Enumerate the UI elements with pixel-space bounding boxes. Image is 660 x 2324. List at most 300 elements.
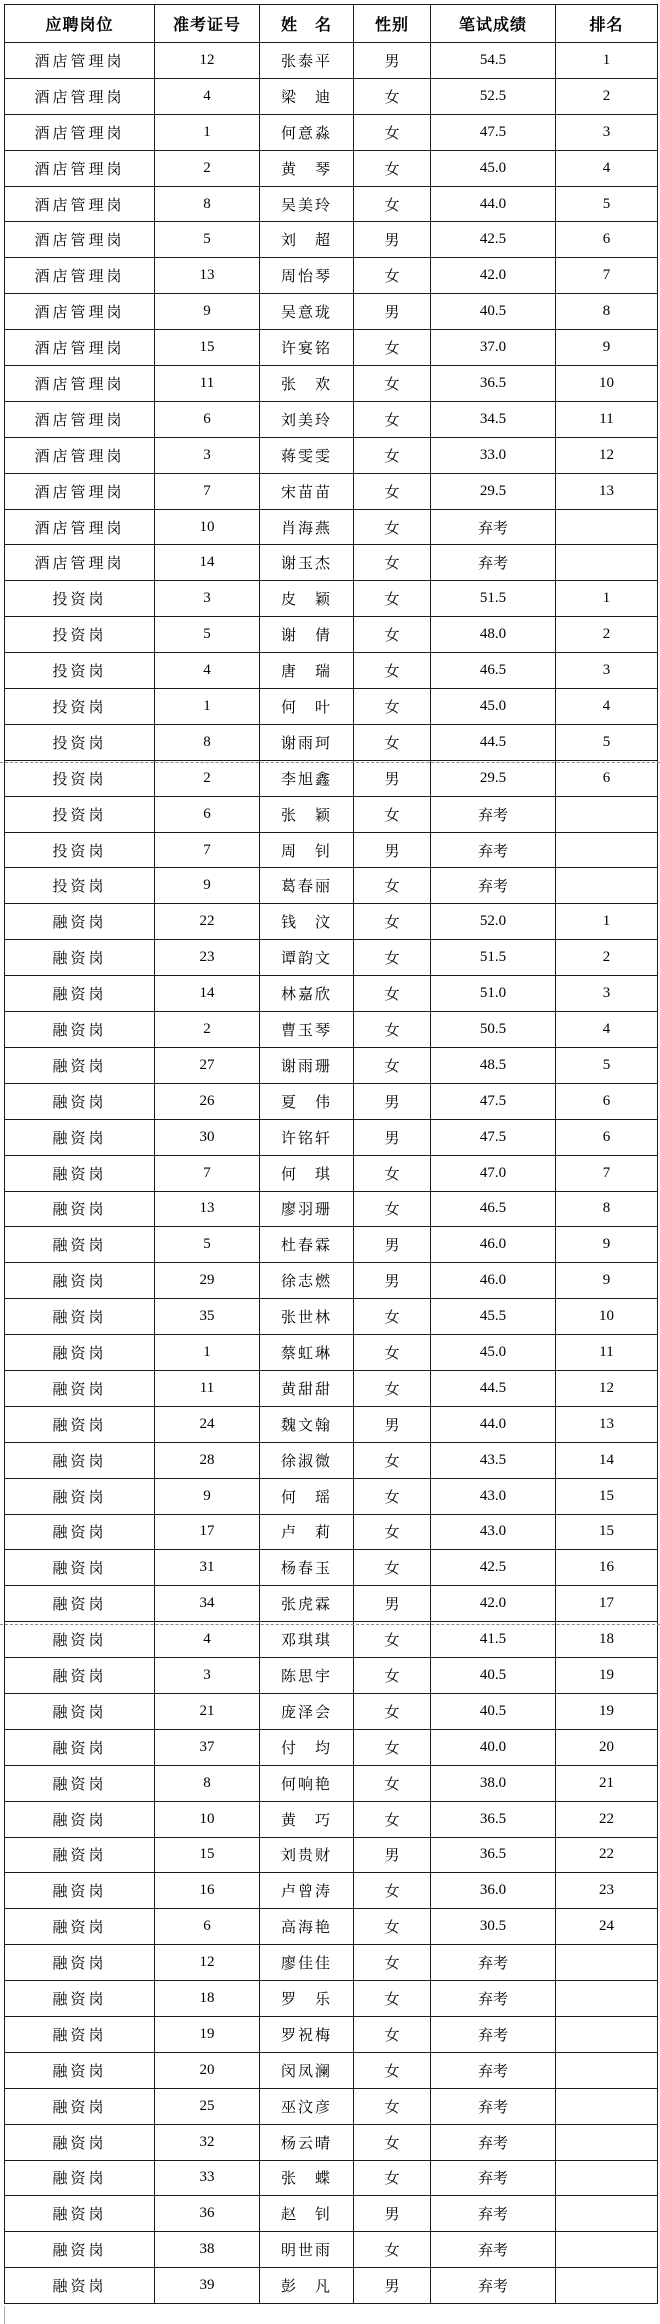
cell-exam_no: 18 <box>155 1981 260 2017</box>
table-row <box>5 1693 658 1729</box>
cell-name: 黄 琴 <box>260 150 354 186</box>
cell-exam_no: 29 <box>155 1263 260 1299</box>
cell-gender: 女 <box>354 78 431 114</box>
cell-exam_no: 24 <box>155 1406 260 1442</box>
cell-gender: 女 <box>354 1873 431 1909</box>
cell-name: 皮 颖 <box>260 581 354 617</box>
cell-gender: 女 <box>354 2052 431 2088</box>
cell-score: 30.5 <box>431 1909 556 1945</box>
cell-exam_no: 11 <box>155 1370 260 1406</box>
cell-rank: 5 <box>556 724 658 760</box>
cell-name: 徐淑微 <box>260 1442 354 1478</box>
cell-position: 融资岗 <box>5 1729 155 1765</box>
cell-gender: 男 <box>354 2268 431 2304</box>
cell-score: 弃考 <box>431 796 556 832</box>
table-row <box>5 2160 658 2196</box>
cell-rank: 5 <box>556 186 658 222</box>
cell-rank <box>556 2016 658 2052</box>
cell-rank: 8 <box>556 1191 658 1227</box>
cell-position: 投资岗 <box>5 689 155 725</box>
cell-score: 40.5 <box>431 294 556 330</box>
cell-rank: 15 <box>556 1514 658 1550</box>
cell-score: 48.5 <box>431 1047 556 1083</box>
cell-rank: 22 <box>556 1837 658 1873</box>
table-row <box>5 545 658 581</box>
cell-exam_no: 1 <box>155 689 260 725</box>
cell-score: 41.5 <box>431 1622 556 1658</box>
cell-gender: 女 <box>354 796 431 832</box>
cell-name: 邓琪琪 <box>260 1622 354 1658</box>
table-row <box>5 832 658 868</box>
cell-name: 葛春丽 <box>260 868 354 904</box>
cell-score: 47.5 <box>431 1119 556 1155</box>
cell-position: 融资岗 <box>5 2268 155 2304</box>
cell-score: 弃考 <box>431 2016 556 2052</box>
cell-gender: 男 <box>354 1586 431 1622</box>
cell-gender: 男 <box>354 43 431 79</box>
cell-exam_no: 33 <box>155 2160 260 2196</box>
cell-score: 44.5 <box>431 724 556 760</box>
cell-position: 融资岗 <box>5 2052 155 2088</box>
cell-score: 40.5 <box>431 1693 556 1729</box>
cell-rank <box>556 2268 658 2304</box>
cell-score: 43.0 <box>431 1478 556 1514</box>
cell-position: 融资岗 <box>5 1945 155 1981</box>
table-row <box>5 1119 658 1155</box>
cell-name: 何响艳 <box>260 1765 354 1801</box>
cell-score: 弃考 <box>431 2268 556 2304</box>
cell-gender: 女 <box>354 724 431 760</box>
cell-position: 酒店管理岗 <box>5 78 155 114</box>
cell-gender: 男 <box>354 1227 431 1263</box>
cell-name: 肖海燕 <box>260 509 354 545</box>
cell-rank: 2 <box>556 940 658 976</box>
table-row <box>5 186 658 222</box>
cell-gender: 女 <box>354 1335 431 1371</box>
cell-gender: 男 <box>354 1263 431 1299</box>
partial-next-row <box>4 2306 657 2324</box>
cell-rank: 11 <box>556 401 658 437</box>
cell-exam_no: 27 <box>155 1047 260 1083</box>
table-row <box>5 114 658 150</box>
cell-position: 酒店管理岗 <box>5 509 155 545</box>
cell-score: 48.0 <box>431 617 556 653</box>
cell-score: 51.5 <box>431 940 556 976</box>
cell-score: 弃考 <box>431 2124 556 2160</box>
cell-position: 酒店管理岗 <box>5 294 155 330</box>
cell-position: 融资岗 <box>5 1012 155 1048</box>
cell-exam_no: 12 <box>155 1945 260 1981</box>
cell-exam_no: 2 <box>155 1012 260 1048</box>
cell-name: 黄 巧 <box>260 1801 354 1837</box>
cell-rank <box>556 1981 658 2017</box>
table-row <box>5 1012 658 1048</box>
cell-gender: 女 <box>354 401 431 437</box>
cell-exam_no: 4 <box>155 78 260 114</box>
cell-gender: 女 <box>354 330 431 366</box>
cell-position: 酒店管理岗 <box>5 473 155 509</box>
cell-exam_no: 9 <box>155 294 260 330</box>
cell-score: 弃考 <box>431 868 556 904</box>
cell-exam_no: 34 <box>155 1586 260 1622</box>
cell-rank: 11 <box>556 1335 658 1371</box>
cell-exam_no: 9 <box>155 868 260 904</box>
cell-score: 37.0 <box>431 330 556 366</box>
cell-gender: 女 <box>354 2232 431 2268</box>
cell-name: 夏 伟 <box>260 1083 354 1119</box>
cell-name: 宋苗苗 <box>260 473 354 509</box>
cell-score: 弃考 <box>431 2160 556 2196</box>
cell-rank: 6 <box>556 1083 658 1119</box>
cell-score: 47.5 <box>431 114 556 150</box>
cell-exam_no: 22 <box>155 904 260 940</box>
cell-score: 33.0 <box>431 437 556 473</box>
cell-position: 融资岗 <box>5 1083 155 1119</box>
table-row <box>5 1550 658 1586</box>
cell-position: 酒店管理岗 <box>5 43 155 79</box>
cell-score: 42.0 <box>431 258 556 294</box>
cell-name: 刘 超 <box>260 222 354 258</box>
table-row <box>5 1873 658 1909</box>
cell-position: 融资岗 <box>5 1586 155 1622</box>
cell-position: 融资岗 <box>5 1406 155 1442</box>
cell-gender: 女 <box>354 1693 431 1729</box>
cell-rank: 4 <box>556 689 658 725</box>
cell-name: 吴美玲 <box>260 186 354 222</box>
cell-score: 45.0 <box>431 1335 556 1371</box>
cell-score: 44.0 <box>431 186 556 222</box>
cell-exam_no: 4 <box>155 1622 260 1658</box>
cell-position: 融资岗 <box>5 1873 155 1909</box>
table-row <box>5 2124 658 2160</box>
header-rank: 排名 <box>556 5 658 43</box>
cell-score: 54.5 <box>431 43 556 79</box>
cell-exam_no: 6 <box>155 796 260 832</box>
cell-rank: 7 <box>556 258 658 294</box>
cell-name: 何意淼 <box>260 114 354 150</box>
cell-rank: 21 <box>556 1765 658 1801</box>
cell-gender: 女 <box>354 473 431 509</box>
cell-name: 李旭鑫 <box>260 760 354 796</box>
cell-rank <box>556 2232 658 2268</box>
table-row <box>5 258 658 294</box>
table-row <box>5 1981 658 2017</box>
table-row <box>5 724 658 760</box>
cell-rank: 9 <box>556 330 658 366</box>
cell-name: 卢曾涛 <box>260 1873 354 1909</box>
cell-rank: 3 <box>556 976 658 1012</box>
cell-exam_no: 7 <box>155 473 260 509</box>
cell-gender: 女 <box>354 1801 431 1837</box>
cell-position: 融资岗 <box>5 1622 155 1658</box>
cell-exam_no: 5 <box>155 617 260 653</box>
cell-name: 许铭轩 <box>260 1119 354 1155</box>
cell-position: 融资岗 <box>5 2196 155 2232</box>
cell-exam_no: 1 <box>155 1335 260 1371</box>
table-row <box>5 1837 658 1873</box>
cell-name: 曹玉琴 <box>260 1012 354 1048</box>
cell-name: 何 瑶 <box>260 1478 354 1514</box>
cell-name: 刘美玲 <box>260 401 354 437</box>
table-row <box>5 1478 658 1514</box>
cell-score: 38.0 <box>431 1765 556 1801</box>
cell-exam_no: 15 <box>155 1837 260 1873</box>
cell-exam_no: 8 <box>155 186 260 222</box>
cell-name: 张虎霖 <box>260 1586 354 1622</box>
cell-rank: 22 <box>556 1801 658 1837</box>
cell-rank: 6 <box>556 760 658 796</box>
cell-score: 47.5 <box>431 1083 556 1119</box>
cell-gender: 男 <box>354 760 431 796</box>
cell-exam_no: 13 <box>155 258 260 294</box>
table-row <box>5 1622 658 1658</box>
cell-position: 融资岗 <box>5 1837 155 1873</box>
cell-name: 谢玉杰 <box>260 545 354 581</box>
cell-score: 弃考 <box>431 2052 556 2088</box>
cell-name: 陈思宇 <box>260 1658 354 1694</box>
table-row <box>5 2052 658 2088</box>
cell-position: 融资岗 <box>5 2016 155 2052</box>
table-row <box>5 868 658 904</box>
cell-position: 投资岗 <box>5 832 155 868</box>
cell-gender: 男 <box>354 222 431 258</box>
table-row <box>5 509 658 545</box>
cell-rank: 13 <box>556 473 658 509</box>
cell-rank: 5 <box>556 1047 658 1083</box>
table-row <box>5 1765 658 1801</box>
cell-position: 融资岗 <box>5 1765 155 1801</box>
cell-position: 融资岗 <box>5 1227 155 1263</box>
table-row <box>5 43 658 79</box>
cell-exam_no: 3 <box>155 581 260 617</box>
cell-score: 40.0 <box>431 1729 556 1765</box>
header-position: 应聘岗位 <box>5 5 155 43</box>
table-row <box>5 1586 658 1622</box>
cell-score: 52.5 <box>431 78 556 114</box>
cell-exam_no: 1 <box>155 114 260 150</box>
cell-exam_no: 12 <box>155 43 260 79</box>
cell-gender: 男 <box>354 2196 431 2232</box>
table-row <box>5 581 658 617</box>
cell-score: 弃考 <box>431 509 556 545</box>
cell-name: 何 琪 <box>260 1155 354 1191</box>
cell-rank: 13 <box>556 1406 658 1442</box>
cell-rank: 2 <box>556 617 658 653</box>
cell-position: 融资岗 <box>5 1442 155 1478</box>
cell-exam_no: 3 <box>155 437 260 473</box>
cell-score: 36.5 <box>431 366 556 402</box>
cell-rank <box>556 832 658 868</box>
cell-rank: 16 <box>556 1550 658 1586</box>
cell-exam_no: 15 <box>155 330 260 366</box>
cell-score: 44.0 <box>431 1406 556 1442</box>
cell-name: 唐 瑞 <box>260 653 354 689</box>
table-row <box>5 1047 658 1083</box>
cell-score: 29.5 <box>431 760 556 796</box>
table-row <box>5 1370 658 1406</box>
cell-position: 融资岗 <box>5 1191 155 1227</box>
cell-exam_no: 4 <box>155 653 260 689</box>
cell-score: 弃考 <box>431 1981 556 2017</box>
cell-position: 融资岗 <box>5 1658 155 1694</box>
table-row <box>5 1299 658 1335</box>
table-row <box>5 1335 658 1371</box>
cell-name: 罗祝梅 <box>260 2016 354 2052</box>
table-row <box>5 1945 658 1981</box>
cell-exam_no: 16 <box>155 1873 260 1909</box>
cell-position: 融资岗 <box>5 1155 155 1191</box>
cell-gender: 女 <box>354 904 431 940</box>
table-row <box>5 2268 658 2304</box>
cell-score: 29.5 <box>431 473 556 509</box>
cell-exam_no: 5 <box>155 222 260 258</box>
cell-rank <box>556 796 658 832</box>
cell-name: 张 欢 <box>260 366 354 402</box>
cell-rank: 19 <box>556 1693 658 1729</box>
cell-position: 酒店管理岗 <box>5 330 155 366</box>
table-body <box>5 43 658 2304</box>
cell-exam_no: 10 <box>155 1801 260 1837</box>
cell-position: 酒店管理岗 <box>5 545 155 581</box>
cell-position: 融资岗 <box>5 1981 155 2017</box>
cell-exam_no: 37 <box>155 1729 260 1765</box>
cell-score: 51.5 <box>431 581 556 617</box>
page-break-line <box>0 1624 660 1625</box>
cell-exam_no: 36 <box>155 2196 260 2232</box>
cell-position: 投资岗 <box>5 581 155 617</box>
cell-rank <box>556 2088 658 2124</box>
cell-exam_no: 14 <box>155 976 260 1012</box>
cell-rank: 9 <box>556 1227 658 1263</box>
cell-score: 47.0 <box>431 1155 556 1191</box>
cell-rank: 4 <box>556 1012 658 1048</box>
cell-score: 弃考 <box>431 545 556 581</box>
cell-name: 谭韵文 <box>260 940 354 976</box>
cell-gender: 女 <box>354 2016 431 2052</box>
table-row <box>5 1227 658 1263</box>
header-name: 姓 名 <box>260 5 354 43</box>
cell-rank <box>556 545 658 581</box>
cell-exam_no: 3 <box>155 1658 260 1694</box>
cell-rank: 10 <box>556 366 658 402</box>
cell-name: 蒋雯雯 <box>260 437 354 473</box>
cell-score: 36.5 <box>431 1801 556 1837</box>
cell-position: 投资岗 <box>5 760 155 796</box>
cell-position: 融资岗 <box>5 2124 155 2160</box>
cell-gender: 女 <box>354 366 431 402</box>
cell-gender: 女 <box>354 1622 431 1658</box>
cell-name: 吴意珑 <box>260 294 354 330</box>
cell-name: 高海艳 <box>260 1909 354 1945</box>
cell-rank: 24 <box>556 1909 658 1945</box>
cell-name: 明世雨 <box>260 2232 354 2268</box>
cell-score: 46.0 <box>431 1227 556 1263</box>
cell-name: 许宴铭 <box>260 330 354 366</box>
table-row <box>5 2088 658 2124</box>
table-row <box>5 1514 658 1550</box>
cell-exam_no: 10 <box>155 509 260 545</box>
cell-position: 投资岗 <box>5 724 155 760</box>
cell-gender: 女 <box>354 1191 431 1227</box>
cell-score: 52.0 <box>431 904 556 940</box>
cell-position: 酒店管理岗 <box>5 258 155 294</box>
cell-name: 罗 乐 <box>260 1981 354 2017</box>
cell-gender: 女 <box>354 1550 431 1586</box>
cell-score: 弃考 <box>431 2196 556 2232</box>
cell-position: 融资岗 <box>5 904 155 940</box>
cell-score: 44.5 <box>431 1370 556 1406</box>
cell-gender: 女 <box>354 2160 431 2196</box>
table-row <box>5 401 658 437</box>
cell-rank <box>556 2196 658 2232</box>
cell-rank: 17 <box>556 1586 658 1622</box>
cell-score: 弃考 <box>431 2088 556 2124</box>
cell-name: 谢 倩 <box>260 617 354 653</box>
header-score: 笔试成绩 <box>431 5 556 43</box>
cell-exam_no: 2 <box>155 150 260 186</box>
cell-position: 酒店管理岗 <box>5 366 155 402</box>
cell-name: 钱 汶 <box>260 904 354 940</box>
cell-gender: 女 <box>354 617 431 653</box>
cell-name: 蔡虹琳 <box>260 1335 354 1371</box>
cell-rank: 6 <box>556 1119 658 1155</box>
cell-name: 梁 迪 <box>260 78 354 114</box>
table-row <box>5 796 658 832</box>
cell-gender: 女 <box>354 258 431 294</box>
cell-rank <box>556 2124 658 2160</box>
cell-rank: 4 <box>556 150 658 186</box>
cell-gender: 女 <box>354 1370 431 1406</box>
cell-rank: 15 <box>556 1478 658 1514</box>
cell-exam_no: 30 <box>155 1119 260 1155</box>
cell-gender: 男 <box>354 1837 431 1873</box>
cell-gender: 女 <box>354 1514 431 1550</box>
cell-position: 融资岗 <box>5 1263 155 1299</box>
cell-gender: 女 <box>354 1765 431 1801</box>
cell-rank: 14 <box>556 1442 658 1478</box>
cell-gender: 女 <box>354 940 431 976</box>
header-gender: 性别 <box>354 5 431 43</box>
cell-score: 34.5 <box>431 401 556 437</box>
table-row <box>5 2232 658 2268</box>
table-row <box>5 150 658 186</box>
cell-score: 45.5 <box>431 1299 556 1335</box>
cell-rank: 6 <box>556 222 658 258</box>
cell-position: 酒店管理岗 <box>5 150 155 186</box>
cell-rank <box>556 2052 658 2088</box>
cell-rank <box>556 1945 658 1981</box>
written-exam-score-table <box>4 4 658 2304</box>
cell-rank: 19 <box>556 1658 658 1694</box>
table-row <box>5 1406 658 1442</box>
cell-position: 融资岗 <box>5 2232 155 2268</box>
cell-gender: 女 <box>354 1945 431 1981</box>
cell-gender: 女 <box>354 437 431 473</box>
cell-score: 50.5 <box>431 1012 556 1048</box>
cell-score: 46.0 <box>431 1263 556 1299</box>
cell-rank: 9 <box>556 1263 658 1299</box>
cell-gender: 女 <box>354 1442 431 1478</box>
cell-score: 40.5 <box>431 1658 556 1694</box>
cell-gender: 女 <box>354 976 431 1012</box>
cell-score: 42.5 <box>431 1550 556 1586</box>
cell-gender: 女 <box>354 1012 431 1048</box>
cell-exam_no: 25 <box>155 2088 260 2124</box>
cell-rank: 12 <box>556 437 658 473</box>
cell-name: 周怡琴 <box>260 258 354 294</box>
cell-position: 融资岗 <box>5 1514 155 1550</box>
cell-gender: 女 <box>354 581 431 617</box>
